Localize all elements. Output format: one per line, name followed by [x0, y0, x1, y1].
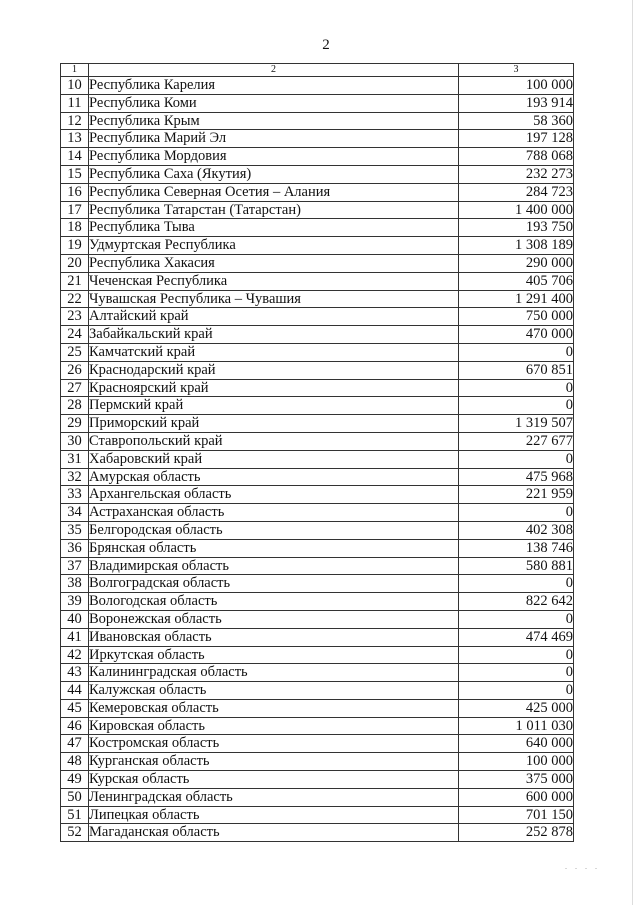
- row-number: 23: [61, 308, 89, 326]
- row-number: 15: [61, 165, 89, 183]
- table-row: [61, 521, 574, 539]
- allocation-value: 788 068: [459, 148, 574, 166]
- column-header-value: 3: [459, 64, 574, 77]
- row-number: 41: [61, 628, 89, 646]
- region-name: Архангельская область: [89, 486, 459, 504]
- table-row: [61, 539, 574, 557]
- region-name: Республика Татарстан (Татарстан): [89, 201, 459, 219]
- region-name: Ивановская область: [89, 628, 459, 646]
- table-row: [61, 432, 574, 450]
- allocation-value: 750 000: [459, 308, 574, 326]
- table-row: [61, 504, 574, 522]
- table-row: [61, 77, 574, 95]
- allocation-value: 284 723: [459, 183, 574, 201]
- region-name: Ленинградская область: [89, 788, 459, 806]
- allocation-value: 1 308 189: [459, 237, 574, 255]
- table-row: [61, 308, 574, 326]
- table-row: [61, 148, 574, 166]
- table-row: [61, 788, 574, 806]
- allocation-value: 470 000: [459, 326, 574, 344]
- row-number: 18: [61, 219, 89, 237]
- allocation-value: 475 968: [459, 468, 574, 486]
- region-name: Республика Северная Осетия – Алания: [89, 183, 459, 201]
- row-number: 35: [61, 521, 89, 539]
- allocation-value: 0: [459, 450, 574, 468]
- allocation-value: 402 308: [459, 521, 574, 539]
- table-row: [61, 183, 574, 201]
- region-name: Калининградская область: [89, 664, 459, 682]
- row-number: 49: [61, 771, 89, 789]
- allocation-value: 193 750: [459, 219, 574, 237]
- region-name: Костромская область: [89, 735, 459, 753]
- region-name: Республика Марий Эл: [89, 130, 459, 148]
- allocation-value: 1 011 030: [459, 717, 574, 735]
- allocation-value: 0: [459, 343, 574, 361]
- allocation-value: 822 642: [459, 593, 574, 611]
- table-row: [61, 201, 574, 219]
- region-name: Ставропольский край: [89, 432, 459, 450]
- row-number: 26: [61, 361, 89, 379]
- row-number: 13: [61, 130, 89, 148]
- table-row: [61, 593, 574, 611]
- table-header-row: [61, 64, 574, 77]
- table-row: [61, 664, 574, 682]
- table-row: [61, 272, 574, 290]
- table-row: [61, 771, 574, 789]
- page-number: 2: [322, 37, 330, 53]
- allocation-value: 252 878: [459, 824, 574, 842]
- region-name: Красноярский край: [89, 379, 459, 397]
- table-row: [61, 450, 574, 468]
- region-name: Чувашская Республика – Чувашия: [89, 290, 459, 308]
- row-number: 30: [61, 432, 89, 450]
- row-number: 46: [61, 717, 89, 735]
- allocation-value: 580 881: [459, 557, 574, 575]
- allocation-value: 425 000: [459, 699, 574, 717]
- region-name: Белгородская область: [89, 521, 459, 539]
- region-name: Хабаровский край: [89, 450, 459, 468]
- region-name: Краснодарский край: [89, 361, 459, 379]
- table-row: [61, 237, 574, 255]
- row-number: 39: [61, 593, 89, 611]
- table-row: [61, 699, 574, 717]
- region-name: Камчатский край: [89, 343, 459, 361]
- region-name: Республика Саха (Якутия): [89, 165, 459, 183]
- allocation-value: 197 128: [459, 130, 574, 148]
- row-number: 42: [61, 646, 89, 664]
- table-row: [61, 557, 574, 575]
- region-name: Астраханская область: [89, 504, 459, 522]
- region-name: Вологодская область: [89, 593, 459, 611]
- row-number: 37: [61, 557, 89, 575]
- allocation-value: 0: [459, 646, 574, 664]
- table-row: [61, 326, 574, 344]
- allocation-value: 600 000: [459, 788, 574, 806]
- allocation-value: 1 400 000: [459, 201, 574, 219]
- region-name: Забайкальский край: [89, 326, 459, 344]
- region-name: Республика Тыва: [89, 219, 459, 237]
- table-row: [61, 468, 574, 486]
- table-row: [61, 628, 574, 646]
- row-number: 50: [61, 788, 89, 806]
- region-name: Липецкая область: [89, 806, 459, 824]
- allocation-value: 1 319 507: [459, 415, 574, 433]
- allocation-value: 640 000: [459, 735, 574, 753]
- region-name: Волгоградская область: [89, 575, 459, 593]
- table-row: [61, 361, 574, 379]
- table-row: [61, 717, 574, 735]
- row-number: 31: [61, 450, 89, 468]
- table-row: [61, 575, 574, 593]
- region-name: Брянская область: [89, 539, 459, 557]
- region-name: Пермский край: [89, 397, 459, 415]
- row-number: 17: [61, 201, 89, 219]
- row-number: 11: [61, 94, 89, 112]
- table-row: [61, 753, 574, 771]
- region-name: Республика Хакасия: [89, 254, 459, 272]
- table-row: [61, 254, 574, 272]
- row-number: 21: [61, 272, 89, 290]
- table-row: [61, 290, 574, 308]
- table-row: [61, 646, 574, 664]
- row-number: 47: [61, 735, 89, 753]
- row-number: 27: [61, 379, 89, 397]
- table-row: [61, 397, 574, 415]
- table-row: [61, 112, 574, 130]
- region-name: Кировская область: [89, 717, 459, 735]
- region-name: Республика Карелия: [89, 77, 459, 95]
- allocation-value: 227 677: [459, 432, 574, 450]
- region-name: Калужская область: [89, 682, 459, 700]
- row-number: 38: [61, 575, 89, 593]
- row-number: 25: [61, 343, 89, 361]
- row-number: 33: [61, 486, 89, 504]
- table-row: [61, 94, 574, 112]
- allocation-value: 100 000: [459, 753, 574, 771]
- region-name: Алтайский край: [89, 308, 459, 326]
- table-row: [61, 735, 574, 753]
- allocation-value: 232 273: [459, 165, 574, 183]
- row-number: 40: [61, 610, 89, 628]
- row-number: 36: [61, 539, 89, 557]
- allocation-value: 138 746: [459, 539, 574, 557]
- region-name: Республика Крым: [89, 112, 459, 130]
- allocation-value: 0: [459, 682, 574, 700]
- allocation-value: 0: [459, 397, 574, 415]
- allocation-value: 0: [459, 575, 574, 593]
- row-number: 19: [61, 237, 89, 255]
- allocation-value: 100 000: [459, 77, 574, 95]
- region-name: Удмуртская Республика: [89, 237, 459, 255]
- row-number: 29: [61, 415, 89, 433]
- table-row: [61, 486, 574, 504]
- allocation-value: 58 360: [459, 112, 574, 130]
- allocation-value: 375 000: [459, 771, 574, 789]
- row-number: 34: [61, 504, 89, 522]
- row-number: 14: [61, 148, 89, 166]
- table-row: [61, 824, 574, 842]
- row-number: 16: [61, 183, 89, 201]
- row-number: 10: [61, 77, 89, 95]
- row-number: 22: [61, 290, 89, 308]
- region-name: Владимирская область: [89, 557, 459, 575]
- allocation-value: 1 291 400: [459, 290, 574, 308]
- allocation-value: 0: [459, 664, 574, 682]
- scan-artifact: . . . .: [565, 862, 600, 871]
- region-name: Курская область: [89, 771, 459, 789]
- row-number: 32: [61, 468, 89, 486]
- row-number: 51: [61, 806, 89, 824]
- allocation-table: [60, 63, 574, 842]
- row-number: 20: [61, 254, 89, 272]
- page-edge-line: [632, 0, 633, 905]
- allocation-value: 290 000: [459, 254, 574, 272]
- region-name: Иркутская область: [89, 646, 459, 664]
- row-number: 28: [61, 397, 89, 415]
- region-name: Приморский край: [89, 415, 459, 433]
- table-row: [61, 682, 574, 700]
- region-name: Чеченская Республика: [89, 272, 459, 290]
- table-row: [61, 610, 574, 628]
- table-row: [61, 806, 574, 824]
- table-row: [61, 415, 574, 433]
- allocation-value: 0: [459, 610, 574, 628]
- table-row: [61, 219, 574, 237]
- row-number: 48: [61, 753, 89, 771]
- row-number: 43: [61, 664, 89, 682]
- row-number: 12: [61, 112, 89, 130]
- table-row: [61, 165, 574, 183]
- allocation-value: 474 469: [459, 628, 574, 646]
- column-header-region: 2: [89, 64, 459, 77]
- column-header-number: 1: [61, 64, 89, 77]
- table-row: [61, 130, 574, 148]
- allocation-value: 221 959: [459, 486, 574, 504]
- region-name: Магаданская область: [89, 824, 459, 842]
- region-name: Кемеровская область: [89, 699, 459, 717]
- allocation-value: 0: [459, 504, 574, 522]
- region-name: Республика Мордовия: [89, 148, 459, 166]
- region-name: Курганская область: [89, 753, 459, 771]
- table-row: [61, 343, 574, 361]
- region-name: Республика Коми: [89, 94, 459, 112]
- allocation-value: 0: [459, 379, 574, 397]
- row-number: 45: [61, 699, 89, 717]
- allocation-value: 701 150: [459, 806, 574, 824]
- row-number: 24: [61, 326, 89, 344]
- region-name: Амурская область: [89, 468, 459, 486]
- allocation-value: 405 706: [459, 272, 574, 290]
- region-name: Воронежская область: [89, 610, 459, 628]
- allocation-value: 670 851: [459, 361, 574, 379]
- allocation-value: 193 914: [459, 94, 574, 112]
- row-number: 44: [61, 682, 89, 700]
- row-number: 52: [61, 824, 89, 842]
- table-row: [61, 379, 574, 397]
